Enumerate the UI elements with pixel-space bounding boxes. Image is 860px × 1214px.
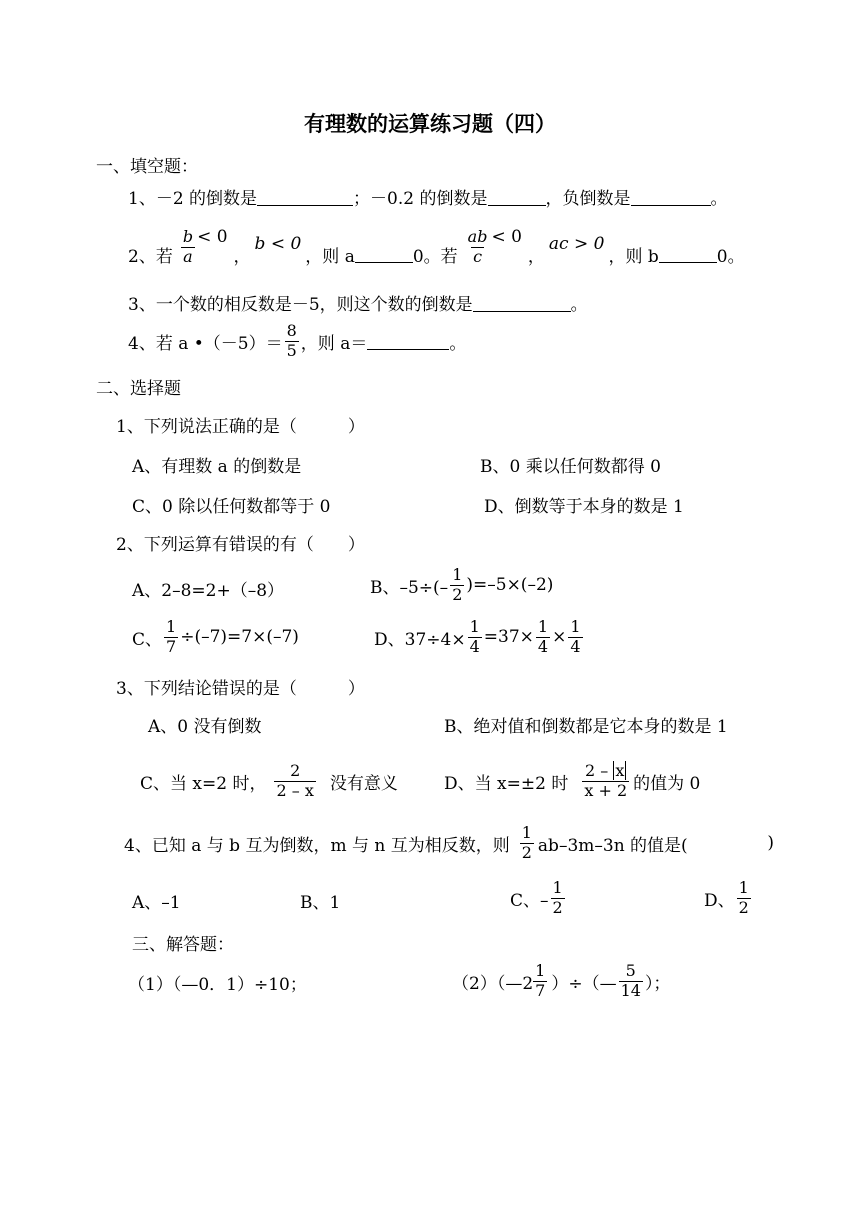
question-2-2-stem: 2、下列运算有错误的有（ ）: [116, 535, 365, 555]
q-text: 。: [710, 189, 728, 209]
answer-blank[interactable]: [488, 189, 546, 206]
option-b[interactable]: B、1: [300, 893, 341, 913]
fraction-numerator: 2 –: [585, 761, 609, 781]
section-heading-fill: 一、填空题：: [96, 157, 198, 177]
fraction-numerator: 1: [738, 878, 749, 898]
q-text: 3、一个数的相反数是－5，则这个数的倒数是: [128, 295, 473, 315]
fraction-numerator: 2: [290, 761, 301, 781]
option-b[interactable]: B、绝对值和倒数都是它本身的数是 1: [444, 717, 728, 737]
option-d[interactable]: [444, 756, 700, 806]
fraction-numerator: 1: [469, 617, 480, 637]
fraction-numerator: 1: [166, 617, 177, 637]
fraction-denominator: 4: [469, 636, 480, 656]
option-text: )=–5×(–2): [466, 575, 554, 595]
option-text: C、–: [510, 890, 549, 911]
relation: < 0: [197, 227, 228, 247]
fraction-numerator: b: [182, 227, 194, 247]
answer-blank[interactable]: [355, 246, 413, 263]
answer-blank[interactable]: [631, 189, 711, 206]
q-text: 。: [449, 333, 467, 354]
fraction-denominator: 7: [166, 636, 177, 656]
fraction-denominator: a: [183, 246, 193, 266]
option-d[interactable]: D、倒数等于本身的数是 1: [484, 497, 684, 517]
q-text: ，则 a＝: [300, 333, 368, 354]
absolute-value: x: [615, 761, 625, 781]
fraction-denominator: 14: [620, 980, 641, 1000]
answer-blank[interactable]: [473, 295, 571, 312]
option-text: ÷(–7)=7×(–7): [180, 627, 299, 647]
fraction-numerator: 1: [521, 823, 532, 843]
condition: ac > 0: [548, 234, 605, 254]
condition: b < 0: [254, 234, 302, 254]
option-text: ×: [552, 627, 567, 647]
option-a[interactable]: A、2–8=2+（–8）: [132, 581, 285, 601]
q-text: ，则 a: [305, 246, 355, 267]
option-d[interactable]: [704, 874, 753, 922]
fraction-numerator: 1: [537, 617, 549, 637]
option-c[interactable]: C、0 除以任何数都等于 0: [132, 497, 331, 517]
problem-2: [452, 956, 670, 1006]
fraction-denominator: 2: [552, 897, 563, 917]
option-text: C、当 x=2 时，: [140, 773, 267, 794]
option-a[interactable]: A、–1: [132, 893, 181, 913]
q-text: ，负倒数是: [545, 189, 631, 209]
option-a[interactable]: A、有理数 a 的倒数是: [132, 457, 302, 477]
q-text: ，则 b: [608, 246, 659, 267]
q-text: ab–3m–3n 的值是(: [537, 835, 688, 856]
fraction-inequality: [464, 228, 522, 266]
q-text: ): [767, 833, 774, 853]
relation: < 0: [491, 227, 522, 247]
question-1-2: [128, 220, 745, 274]
problem-text: ）÷（—: [551, 973, 617, 994]
fraction-denominator: 2 – x: [276, 780, 314, 800]
fraction-denominator: 2: [738, 897, 749, 917]
option-c[interactable]: [510, 874, 567, 922]
question-1-1: [128, 184, 728, 209]
section-heading-solve: 三、解答题：: [132, 935, 234, 955]
option-a[interactable]: A、0 没有倒数: [148, 717, 262, 737]
fraction-denominator: 2: [521, 842, 532, 862]
fraction-denominator: 4: [570, 636, 581, 656]
option-text: D、当 x=±2 时: [444, 773, 569, 794]
answer-blank[interactable]: [367, 333, 449, 350]
page-title: 有理数的运算练习题（四）: [304, 112, 556, 136]
fraction-numerator: 1: [570, 617, 581, 637]
option-text: =37×: [483, 627, 534, 647]
fraction-numerator: ab: [467, 227, 488, 247]
section-heading-choice: 二、选择题: [96, 379, 181, 399]
fraction-numerator: 5: [625, 961, 636, 981]
q-text: 。: [570, 295, 588, 315]
q-text: ，: [233, 246, 251, 267]
question-1-3: [128, 290, 588, 315]
option-b[interactable]: B、0 乘以任何数都得 0: [480, 457, 661, 477]
option-text: D、37÷4×: [374, 629, 466, 650]
question-2-1-stem: 1、下列说法正确的是（ ）: [116, 417, 365, 437]
answer-blank[interactable]: [659, 246, 717, 263]
fraction-numerator: 1: [452, 565, 463, 585]
fraction-numerator: 1: [552, 878, 563, 898]
option-text: 没有意义: [329, 773, 398, 794]
fraction-inequality: [179, 228, 228, 266]
problem-text: ）；: [644, 973, 671, 994]
fraction-denominator: 5: [286, 340, 297, 360]
question-1-4: [128, 318, 466, 364]
q-text: 1、－2 的倒数是: [128, 189, 258, 209]
question-2-3-stem: 3、下列结论错误的是（ ）: [116, 679, 365, 699]
q-text: 4、若 a •（－5）＝: [128, 333, 283, 354]
option-text: D、: [704, 890, 735, 911]
option-text: C、: [132, 629, 163, 650]
question-2-4-stem: [124, 818, 774, 868]
q-text: 0。若: [412, 246, 458, 267]
problem-1: （1）（—0．1）÷10；: [128, 975, 307, 995]
fraction-denominator: 4: [537, 636, 549, 656]
fraction-numerator: 1: [535, 961, 546, 981]
fraction-denominator: x + 2: [584, 780, 628, 800]
option-b[interactable]: [370, 562, 553, 608]
option-d[interactable]: [374, 614, 585, 660]
option-c[interactable]: [140, 756, 398, 806]
q-text: ；－0.2 的倒数是: [353, 189, 488, 209]
q-text: 0。: [716, 246, 745, 267]
q-text: ，: [527, 246, 545, 267]
fraction-denominator: 2: [452, 584, 463, 604]
q-text: 4、已知 a 与 b 互为倒数，m 与 n 互为相反数，则: [124, 835, 510, 856]
q-text: 2、若: [128, 246, 173, 267]
option-c[interactable]: [132, 614, 299, 660]
option-text: B、–5÷(–: [370, 577, 449, 598]
answer-blank[interactable]: [257, 189, 353, 206]
fraction-denominator: c: [473, 246, 483, 266]
fraction-denominator: 7: [535, 980, 546, 1000]
problem-text: （2）（—2: [452, 973, 534, 994]
option-text: 的值为 0: [633, 773, 701, 794]
fraction-numerator: 8: [286, 321, 297, 341]
